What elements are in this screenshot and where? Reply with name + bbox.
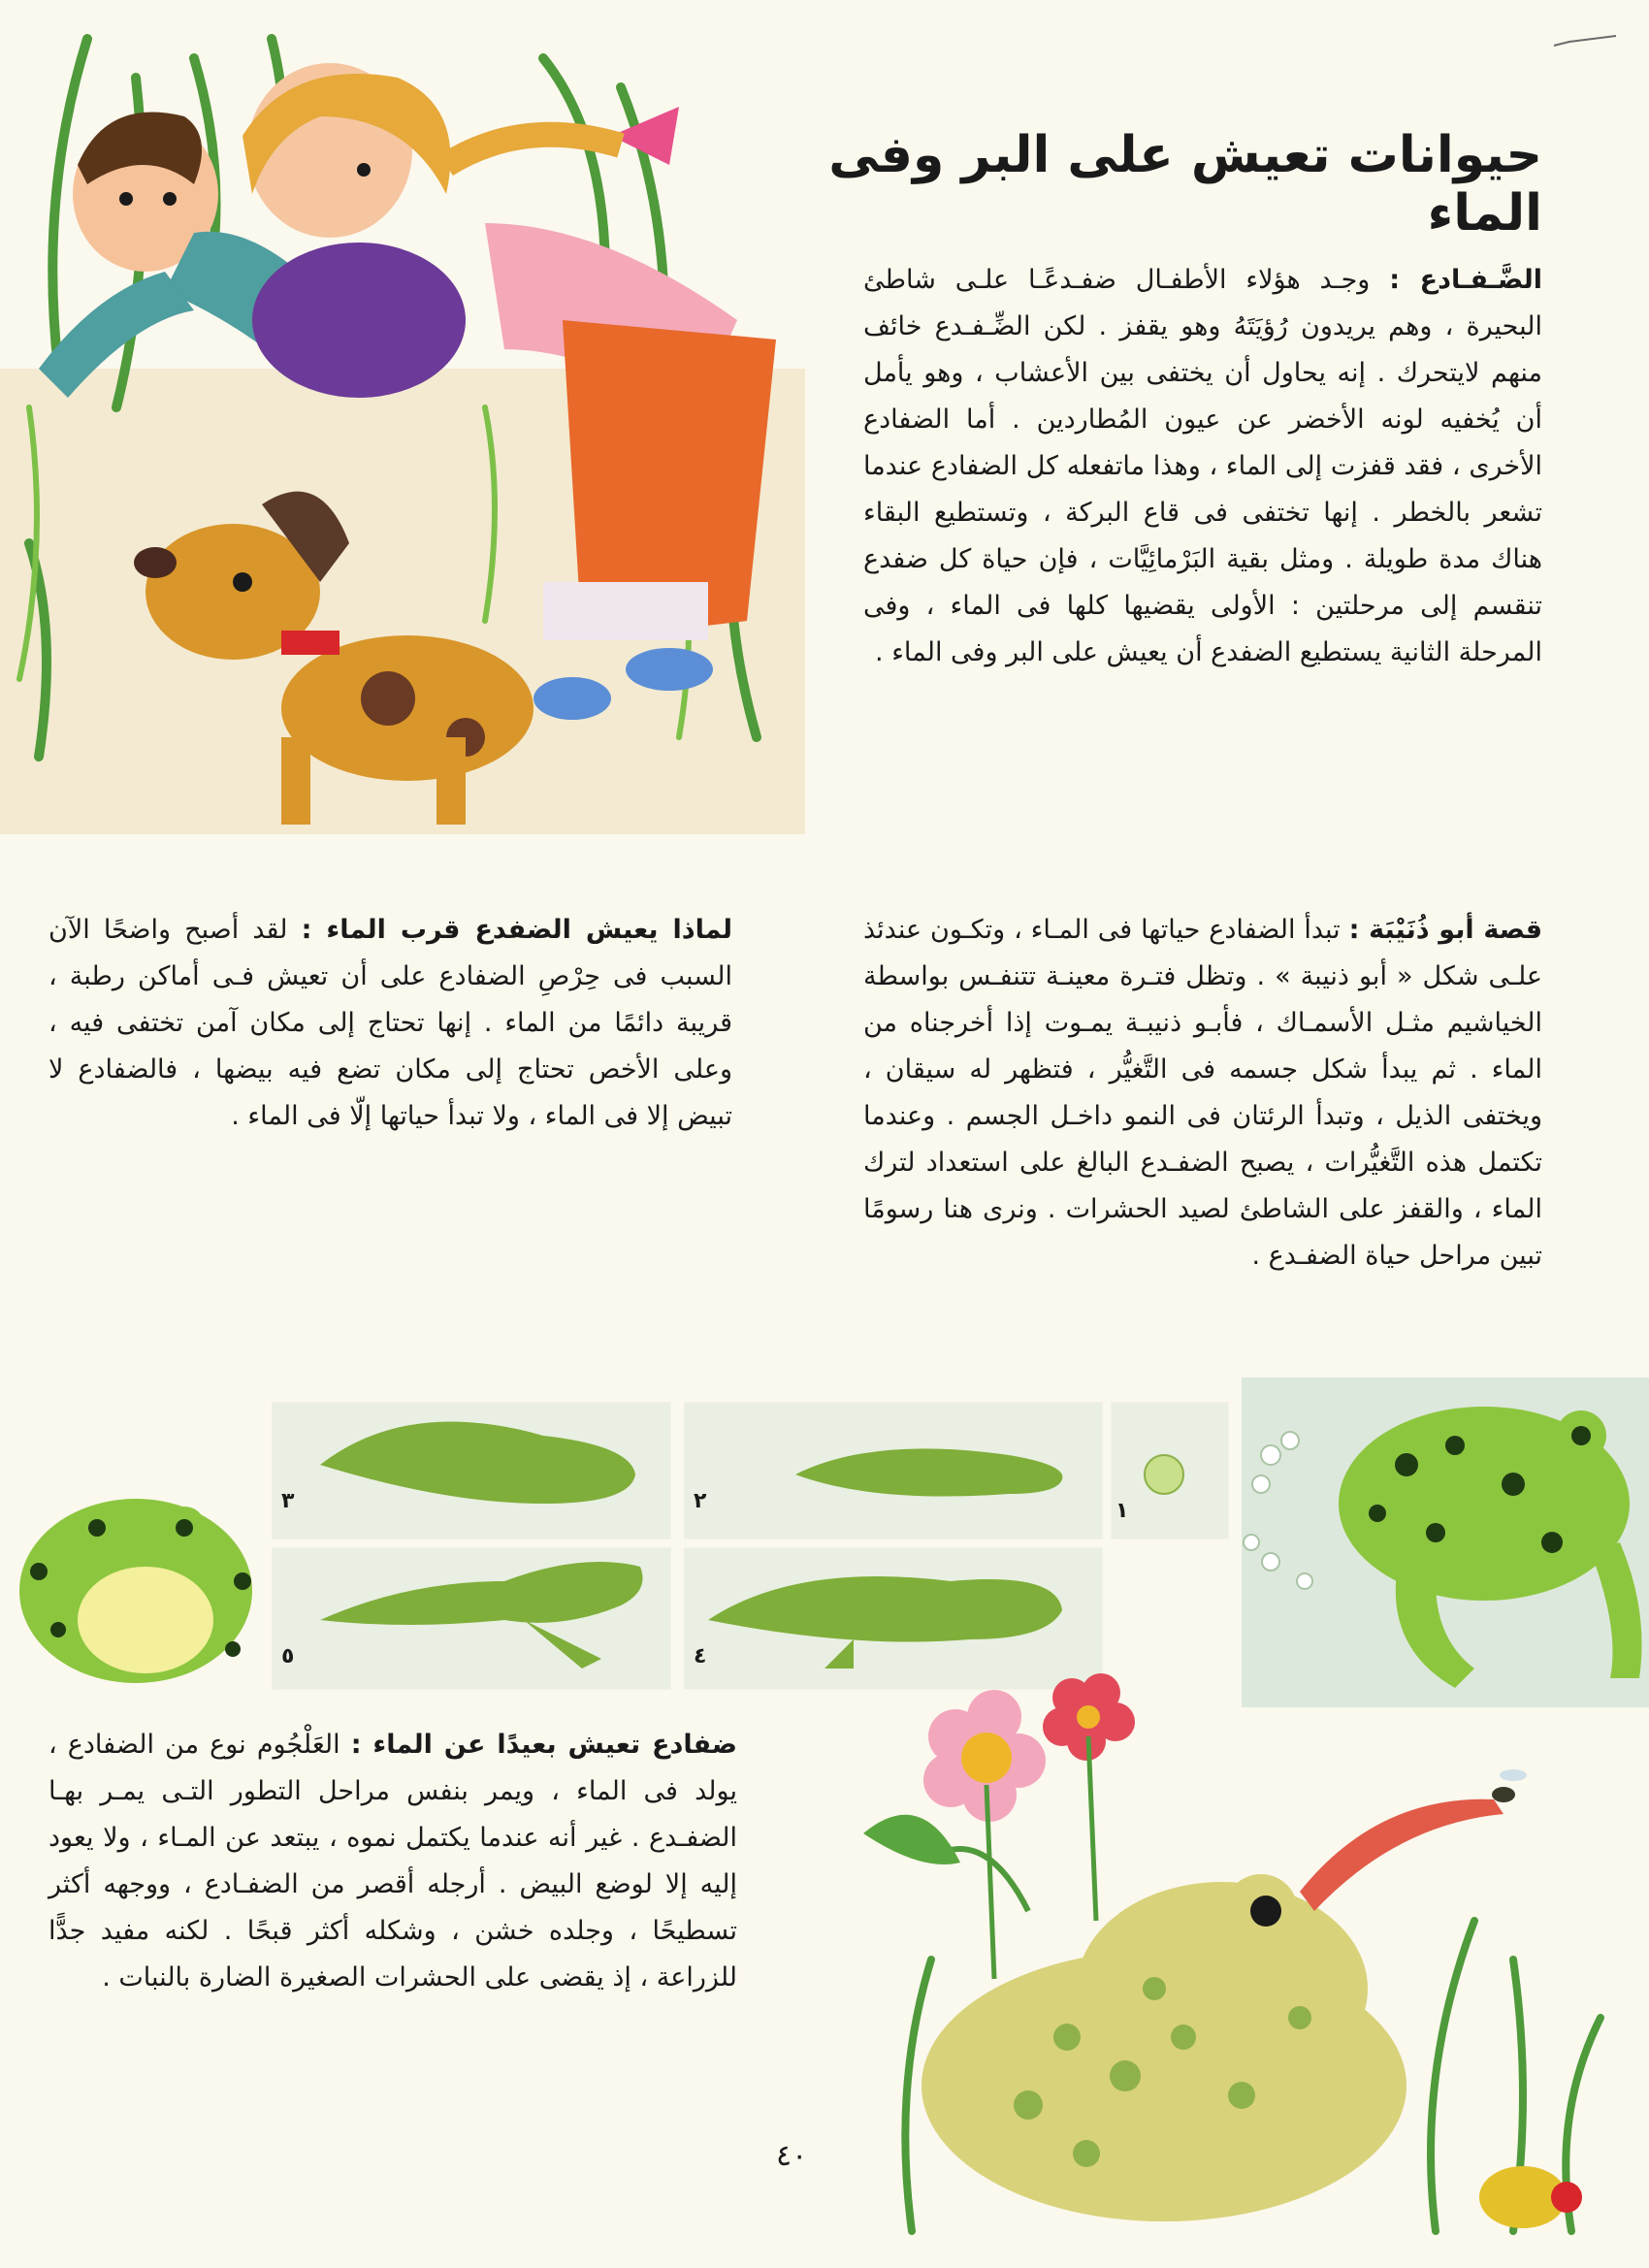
frogs-heading: الضَّـفـادع : [1389,265,1543,295]
life-cycle-illustration [0,1358,1649,1707]
tadpole-paragraph [863,907,1542,1280]
toads-text: العَلْجُوم نوع من الضفادع ، يولد فى الماء ، ويمر بنفس مراحل التطور التـى يمـر بهـا الضفـدع . غير أنه عندما يكتمل نموه ، يبتعد عن المـاء ، ولا يعود إليه إلا لوضع البيض . أرجله أقصر من الضفـادع ، ووجهه أكثر تسطيحًا ، وجلده خشن ، وشكله أكثر قبحًا . لكنه مفيد جدًّا للزراعة ، إذ يقضى على الحشرات الصغيرة الضارة بالنبات . [48,1730,737,1993]
stage-number-4: ٤ [694,1644,707,1669]
frogs-paragraph [863,257,1542,676]
toads-heading: ضفادع تعيش بعيدًا عن الماء : [350,1730,737,1760]
page-number: ٤٠ [776,2139,808,2173]
toads-paragraph [48,1722,737,2001]
toad-illustration [834,1669,1630,2251]
tadpole-text: تبدأ الضفادع حياتها فى المـاء ، وتكـون عندئذ علـى شكل « أبو ذنيبة » . وتظل فتـرة معينـة تتنفـس بواسطة الخياشيم مثـل الأسمـاك ، فأبـو ذنيبـة يمـوت إذا أخرجناه من الماء . ثم يبدأ شكل جسمه فى التَّغيُّر ، فتظهر له سيقان ، ويختفى الذيل ، وتبدأ الرئتان فى النمو داخـل الجسم . وعندما تكتمل هذه التَّغيُّرات ، يصبح الضفـدع البالغ على استعداد لترك الماء ، والقفز على الشاطئ لصيد الحشرات . ونرى هنا رسومًا تبين مراحل حياة الضفـدع . [863,915,1542,1271]
frogs-text: وجـد هؤلاء الأطفـال ضفـدعًـا علـى شاطئ البحيرة ، وهم يريدون رُؤيَتَهُ وهو يقفز . لكن الضِّـفـدع خائف منهم لايتحرك . إنه يحاول أن يختفى بين الأعشاب ، وهو يأمل أن يُخفيه لونه الأخضر عن عيون المُطاردين . أما الضفادع الأخرى ، فقد قفزت إلى الماء ، وهذا ماتفعله كل الضفادع عندما تشعر بالخطر . إنها تختفى فى قاع البركة ، وتستطيع البقاء هناك مدة طويلة . ومثل بقية البَرْمائِيَّات ، فإن حياة كل ضفدع تنقسم إلى مرحلتين : الأولى يقضيها كلها فى الماء ، وفى المرحلة الثانية يستطيع الضفدع أن يعيش على البر وفى الماء . [863,265,1542,667]
why-near-water-text: لقد أصبح واضحًا الآن السبب فى حِرْصِ الضفادع على أن تعيش فـى أماكن رطبة ، قريبة دائمًا من الماء . إنها تحتاج إلى مكان آمن تختفى فيه ، وعلى الأخص تحتاج إلى مكان تضع فيه بيضها ، فالضفادع لا تبيض إلا فى الماء ، ولا تبدأ حياتها إلّا فى الماء . [48,915,732,1131]
stage-number-5: ٥ [281,1644,295,1669]
stage-number-3: ٣ [281,1489,295,1513]
stage-number-1: ١ [1116,1499,1129,1523]
page-title: حيوانات تعيش على البر وفى الماء [828,126,1542,243]
why-near-water-heading: لماذا يعيش الضفدع قرب الماء : [301,915,732,945]
tadpole-heading: قصة أبو ذُنَيْبَة : [1348,915,1543,945]
corner-mark-icon [1552,34,1620,63]
why-near-water-paragraph [48,907,732,1140]
children-and-dog-illustration [0,0,805,854]
stage-number-2: ٢ [694,1489,707,1513]
